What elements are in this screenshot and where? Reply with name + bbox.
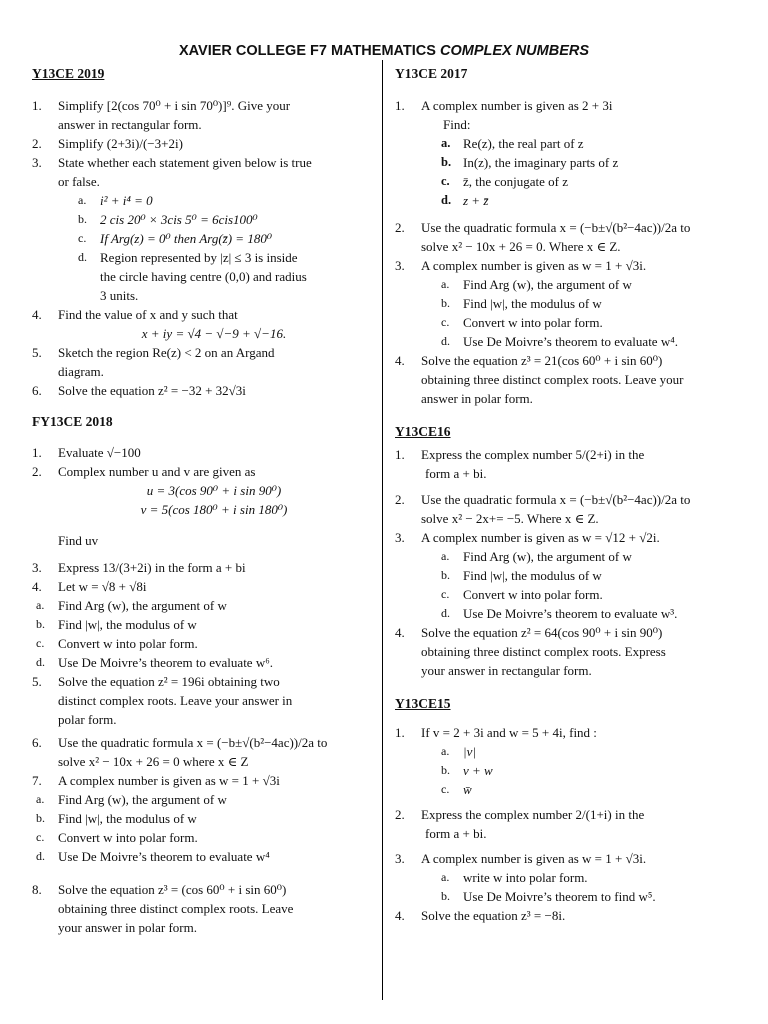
subpart: d. Use De Moivre’s theorem to evaluate w⁶.	[36, 655, 273, 670]
subpart: c. Convert w into polar form.	[36, 830, 198, 845]
question-2018-4: 4. Let w = √8 + √8i	[32, 579, 147, 594]
subpart: a. Re(z), the real part of z	[441, 136, 584, 151]
subpart: d. z + z̄	[441, 193, 489, 208]
question-2017-2: 2. Use the quadratic formula x = (−b±√(b²−4ac))/2a to solve x² − 10x + 26 = 0. Where x ∈ Z.	[395, 220, 691, 254]
question-15-4: 4. Solve the equation z³ = −8i.	[395, 908, 566, 923]
subpart: c. Convert w into polar form.	[441, 315, 603, 330]
subpart: a. Find Arg (w), the argument of w	[441, 277, 632, 292]
subpart: a. write w into polar form.	[441, 870, 588, 885]
subpart: d. Use De Moivre’s theorem to evaluate w³.	[441, 606, 678, 621]
subpart: a. Find Arg (w), the argument of w	[36, 598, 227, 613]
question-16-2: 2. Use the quadratic formula x = (−b±√(b²−4ac))/2a to solve x² − 2x+= −5. Where x ∈ Z.	[395, 492, 691, 526]
question-2019-5: 5. Sketch the region Re(z) < 2 on an Argand diagram.	[32, 345, 275, 379]
title-topic: COMPLEX NUMBERS	[439, 43, 590, 59]
question-2019-6: 6. Solve the equation z² = −32 + 32√3i	[32, 383, 246, 398]
section-heading-15: Y13CE15	[395, 696, 451, 711]
subpart: c. w̄	[441, 782, 472, 797]
right-column	[395, 64, 755, 925]
section-heading-2017: Y13CE 2017	[395, 66, 468, 81]
subpart: c. Convert w into polar form.	[36, 636, 198, 651]
section-heading-2019: Y13CE 2019	[32, 66, 105, 81]
question-2018-5: 5. Solve the equation z² = 196i obtaining two distinct complex roots. Leave your answer in polar form.	[32, 674, 293, 727]
subpart: b. Find |w|, the modulus of w	[441, 296, 602, 311]
question-2017-3: 3. A complex number is given as w = 1 + √3i.	[395, 258, 647, 273]
question-15-1: 1. If v = 2 + 3i and w = 5 + 4i, find :	[395, 725, 597, 740]
column-divider	[382, 60, 383, 1000]
subpart: c. z̄, the conjugate of z	[441, 174, 569, 189]
subpart: b. Use De Moivre’s theorem to find w⁵.	[441, 889, 656, 904]
question-2019-3: 3. State whether each statement given below is true or false. a. i² + i⁴ = 0 b. 2 cis 20⁰ × 3cis 5⁰ = 6cis100⁰ c. If Arg(z) = 0⁰ then Arg(z̄) = 180⁰ d. Region represented by |z| ≤ 3 is inside the circle having centre (0,0) and radius 3 units.	[32, 153, 370, 305]
question-2018-3: 3. Express 13/(3+2i) in the form a + bi	[32, 560, 246, 575]
subpart: a. i² + i⁴ = 0	[78, 193, 153, 208]
subpart: b. Find |w|, the modulus of w	[36, 811, 197, 826]
subpart: b. Find |w|, the modulus of w	[441, 568, 602, 583]
question-2018-1: 1. Evaluate √−100	[32, 445, 141, 460]
subpart: b. v + w	[441, 763, 493, 778]
left-column	[32, 64, 370, 937]
page-title	[0, 42, 768, 61]
subpart: d. Use De Moivre’s theorem to evaluate w⁴	[36, 849, 270, 864]
title-main: XAVIER COLLEGE F7 MATHEMATICS	[178, 43, 436, 59]
subpart: b. In(z), the imaginary parts of z	[441, 155, 619, 170]
subpart: d. Region represented by |z| ≤ 3 is inside the circle having centre (0,0) and radius 3 units.	[78, 250, 307, 303]
subpart: a. Find Arg (w), the argument of w	[441, 549, 632, 564]
subpart: a. |v|	[441, 744, 476, 759]
question-15-3: 3. A complex number is given as w = 1 + √3i.	[395, 851, 647, 866]
question-16-3: 3. A complex number is given as w = √12 + √2i.	[395, 530, 660, 545]
question-16-1: 1. Express the complex number 5/(2+i) in the form a + bi.	[395, 447, 645, 481]
subpart: d. Use De Moivre’s theorem to evaluate w⁴.	[441, 334, 678, 349]
subpart: b. 2 cis 20⁰ × 3cis 5⁰ = 6cis100⁰	[78, 212, 258, 227]
question-16-4: 4. Solve the equation z² = 64(cos 90⁰ + i sin 90⁰) obtaining three distinct complex roots. Express your answer in rectangular form.	[395, 625, 666, 678]
question-2018-6: 6. Use the quadratic formula x = (−b±√(b²−4ac))/2a to solve x² − 10x + 26 = 0 where x ∈ Z	[32, 735, 328, 769]
section-heading-16: Y13CE16	[395, 424, 451, 439]
subpart: c. If Arg(z) = 0⁰ then Arg(z̄) = 180⁰	[78, 231, 273, 246]
subpart: c. Convert w into polar form.	[441, 587, 603, 602]
question-2019-1: 1. Simplify [2(cos 70⁰ + i sin 70⁰)]⁹. Give your answer in rectangular form.	[32, 98, 291, 132]
subpart: b. Find |w|, the modulus of w	[36, 617, 197, 632]
question-2018-8: 8. Solve the equation z³ = (cos 60⁰ + i sin 60⁰) obtaining three distinct complex roots. Leave your answer in polar form.	[32, 882, 294, 935]
question-2017-1: 1. A complex number is given as 2 + 3i Find:	[395, 98, 613, 132]
section-heading-2018: FY13CE 2018	[32, 414, 113, 429]
question-2017-4: 4. Solve the equation z³ = 21(cos 60⁰ + i sin 60⁰) obtaining three distinct complex roots. Leave your answer in polar form.	[395, 353, 684, 406]
question-2018-7: 7. A complex number is given as w = 1 + √3i	[32, 773, 280, 788]
subpart: a. Find Arg (w), the argument of w	[36, 792, 227, 807]
question-15-2: 2. Express the complex number 2/(1+i) in the form a + bi.	[395, 807, 645, 841]
question-2019-2: 2. Simplify (2+3i)/(−3+2i)	[32, 136, 183, 151]
question-2018-2: 2. Complex number u and v are given as u = 3(cos 90⁰ + i sin 90⁰) v = 5(cos 180⁰ + i sin 180⁰) Find uv	[32, 464, 288, 548]
question-2019-4: 4. Find the value of x and y such that x + iy = √4 − √−9 + √−16.	[32, 307, 287, 341]
